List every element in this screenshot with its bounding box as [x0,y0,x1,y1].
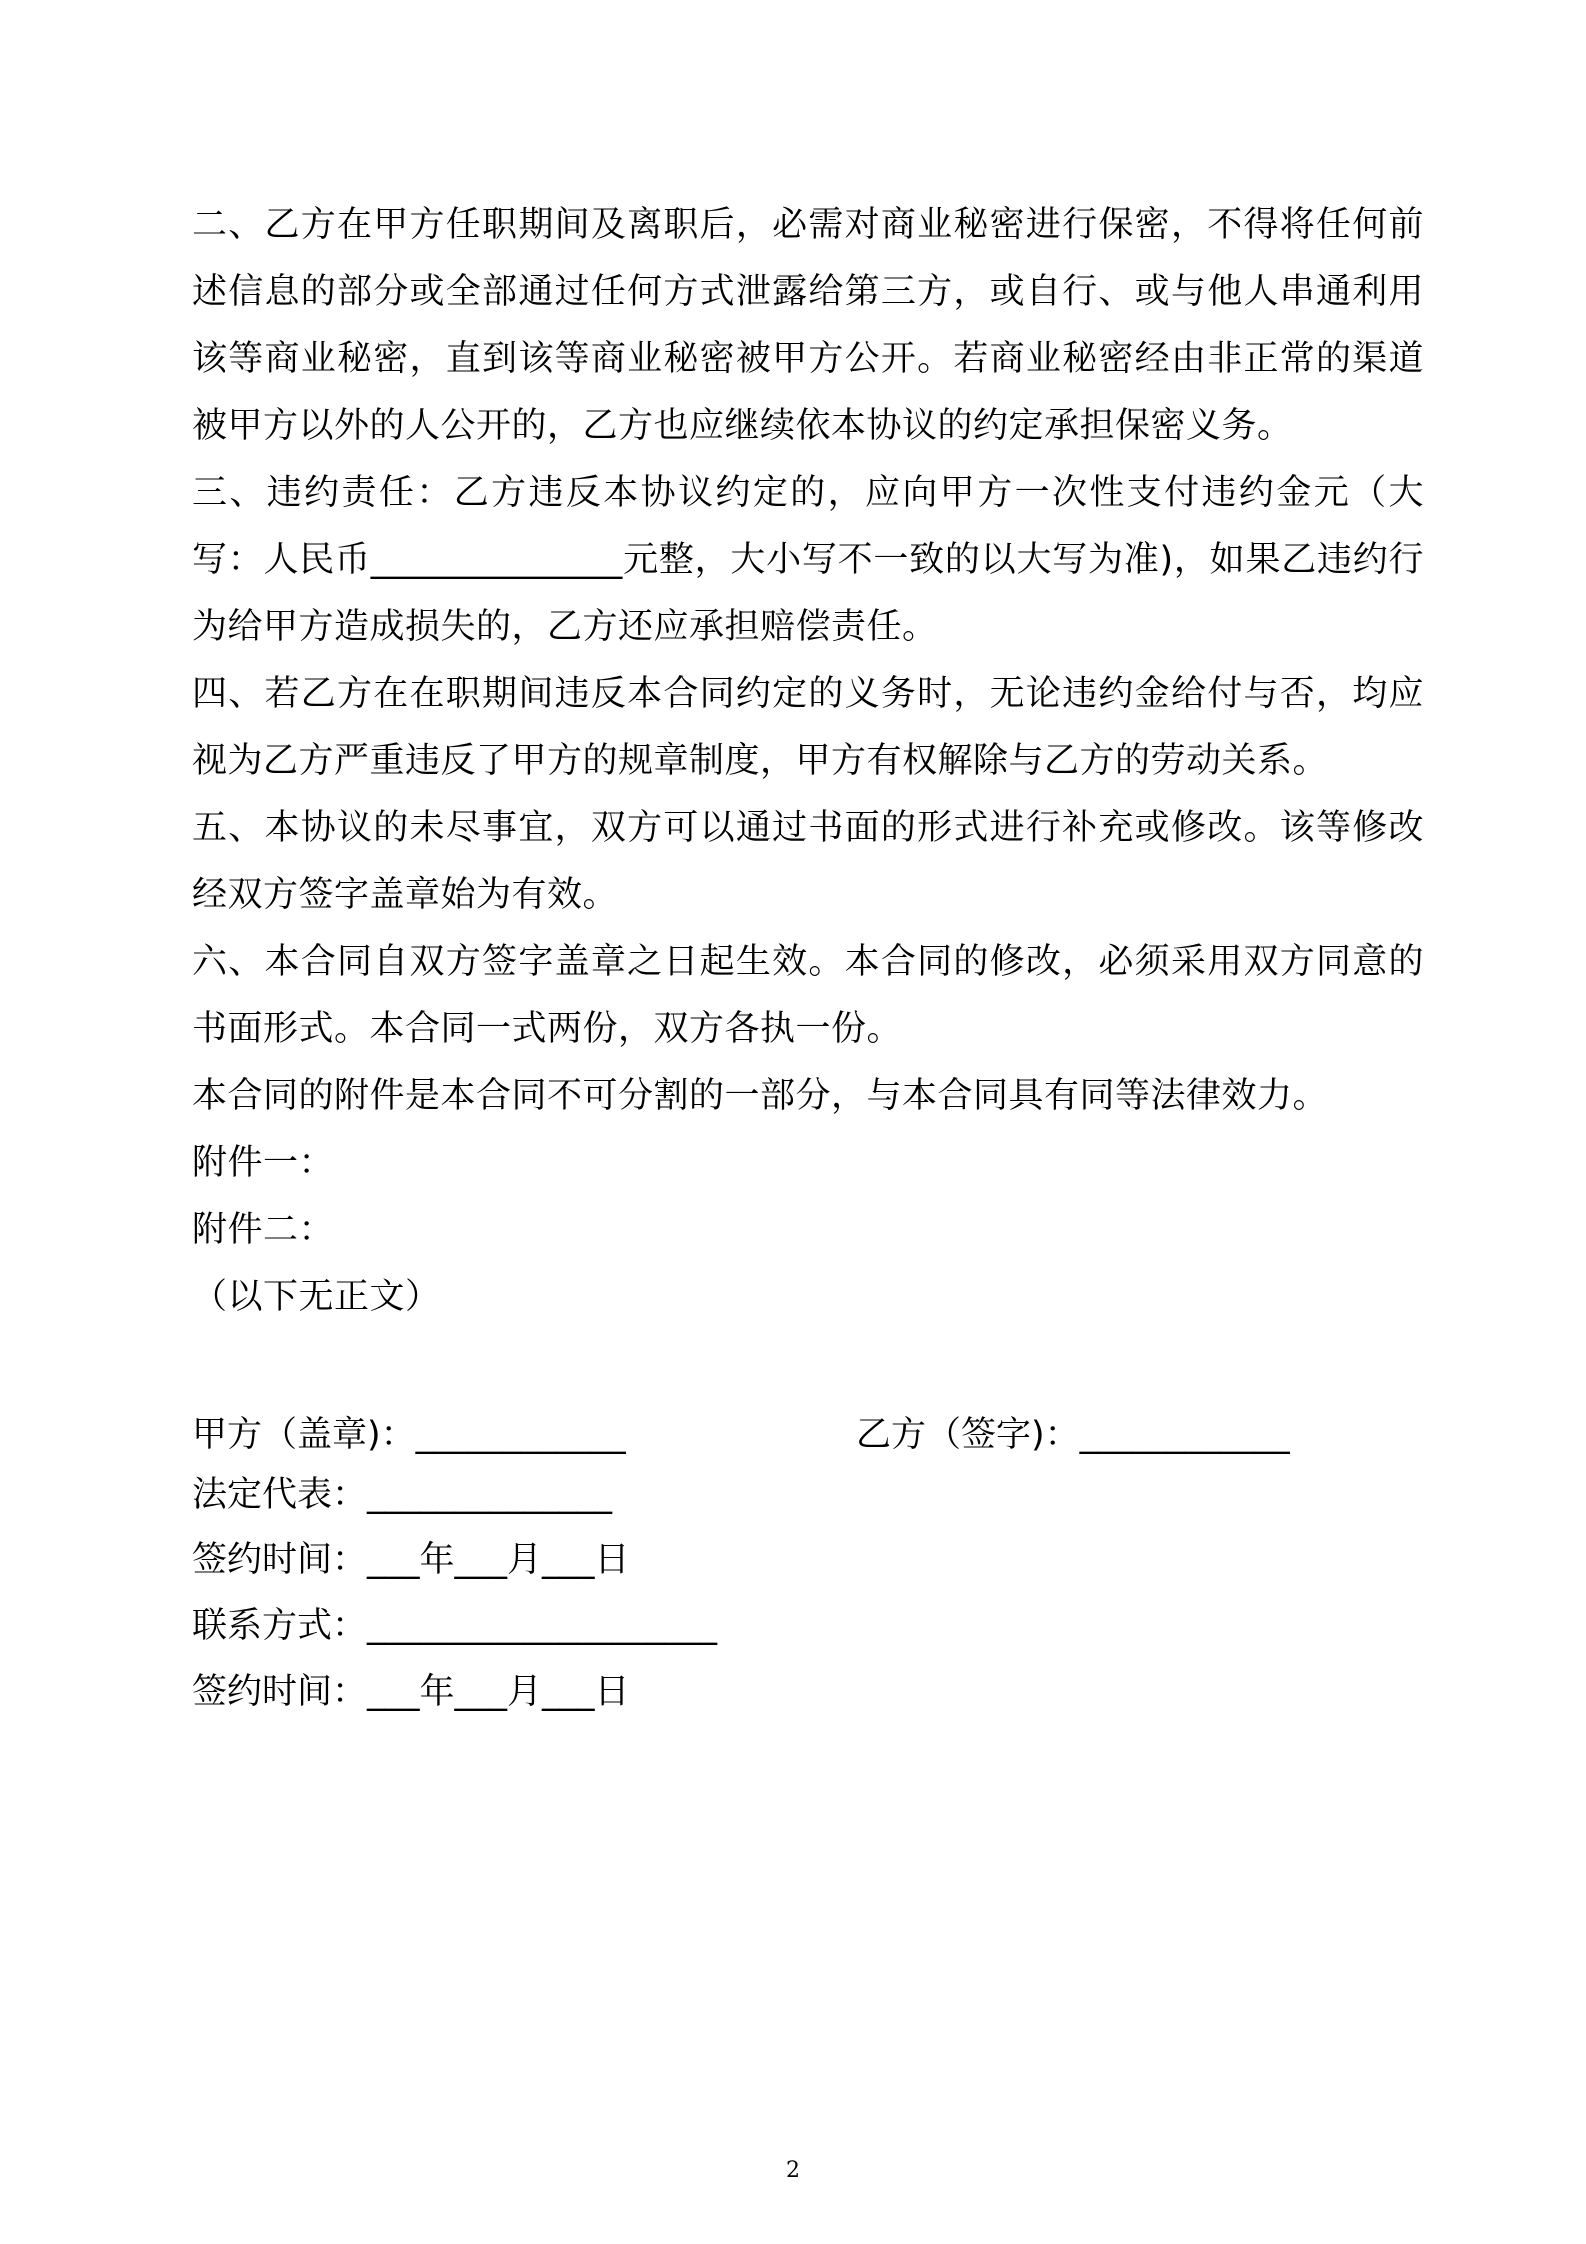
clause-5-amendment: 五、本协议的未尽事宜，双方可以通过书面的形式进行补充或修改。该等修改经双方签字盖章始为有效。 [192,808,1424,915]
annex-statement: 本合同的附件是本合同不可分割的一部分，与本合同具有同等法律效力。 [192,1076,1329,1116]
party-a-seal: 甲方（盖章)：____________ [192,1415,626,1455]
clause-6-effect: 六、本合同自双方签字盖章之日起生效。本合同的修改，必须采用双方同意的书面形式。本合同一式两份，双方各执一份。 [192,942,1424,1049]
annex-two: 附件二： [192,1210,335,1250]
contact-info: 联系方式：____________________ [192,1606,718,1646]
signing-date-second: 签约时间：___年___月___日 [192,1672,630,1712]
signing-date-first: 签约时间：___年___月___日 [192,1540,630,1580]
party-b-signature: 乙方（签字)：____________ [856,1415,1290,1455]
clause-4-termination: 四、若乙方在在职期间违反本合同约定的义务时，无论违约金给付与否，均应视为乙方严重违反了甲方的规章制度，甲方有权解除与乙方的劳动关系。 [192,674,1424,781]
clause-2-confidentiality: 二、乙方在甲方任职期间及离职后，必需对商业秘密进行保密，不得将任何前述信息的部分或全部通过任何方式泄露给第三方，或自行、或与他人串通利用该等商业秘密，直到该等商业秘密被甲方公开。若商业秘密经由非正常的渠道被甲方以外的人公开的，乙方也应继续依本协议的约定承担保密义务。 [192,205,1424,446]
page-number: 2 [786,2158,800,2183]
legal-representative: 法定代表：______________ [192,1475,613,1515]
clause-3-liability: 三、违约责任：乙方违反本协议约定的，应向甲方一次性支付违约金元（大写：人民币______________元整，大小写不一致的以大写为准)，如果乙违约行为给甲方造成损失的，乙方还应承担赔偿责任。 [192,473,1424,647]
annex-one: 附件一： [192,1143,335,1183]
contract-body [192,192,1424,1331]
end-of-text: （以下无正文） [192,1277,441,1317]
